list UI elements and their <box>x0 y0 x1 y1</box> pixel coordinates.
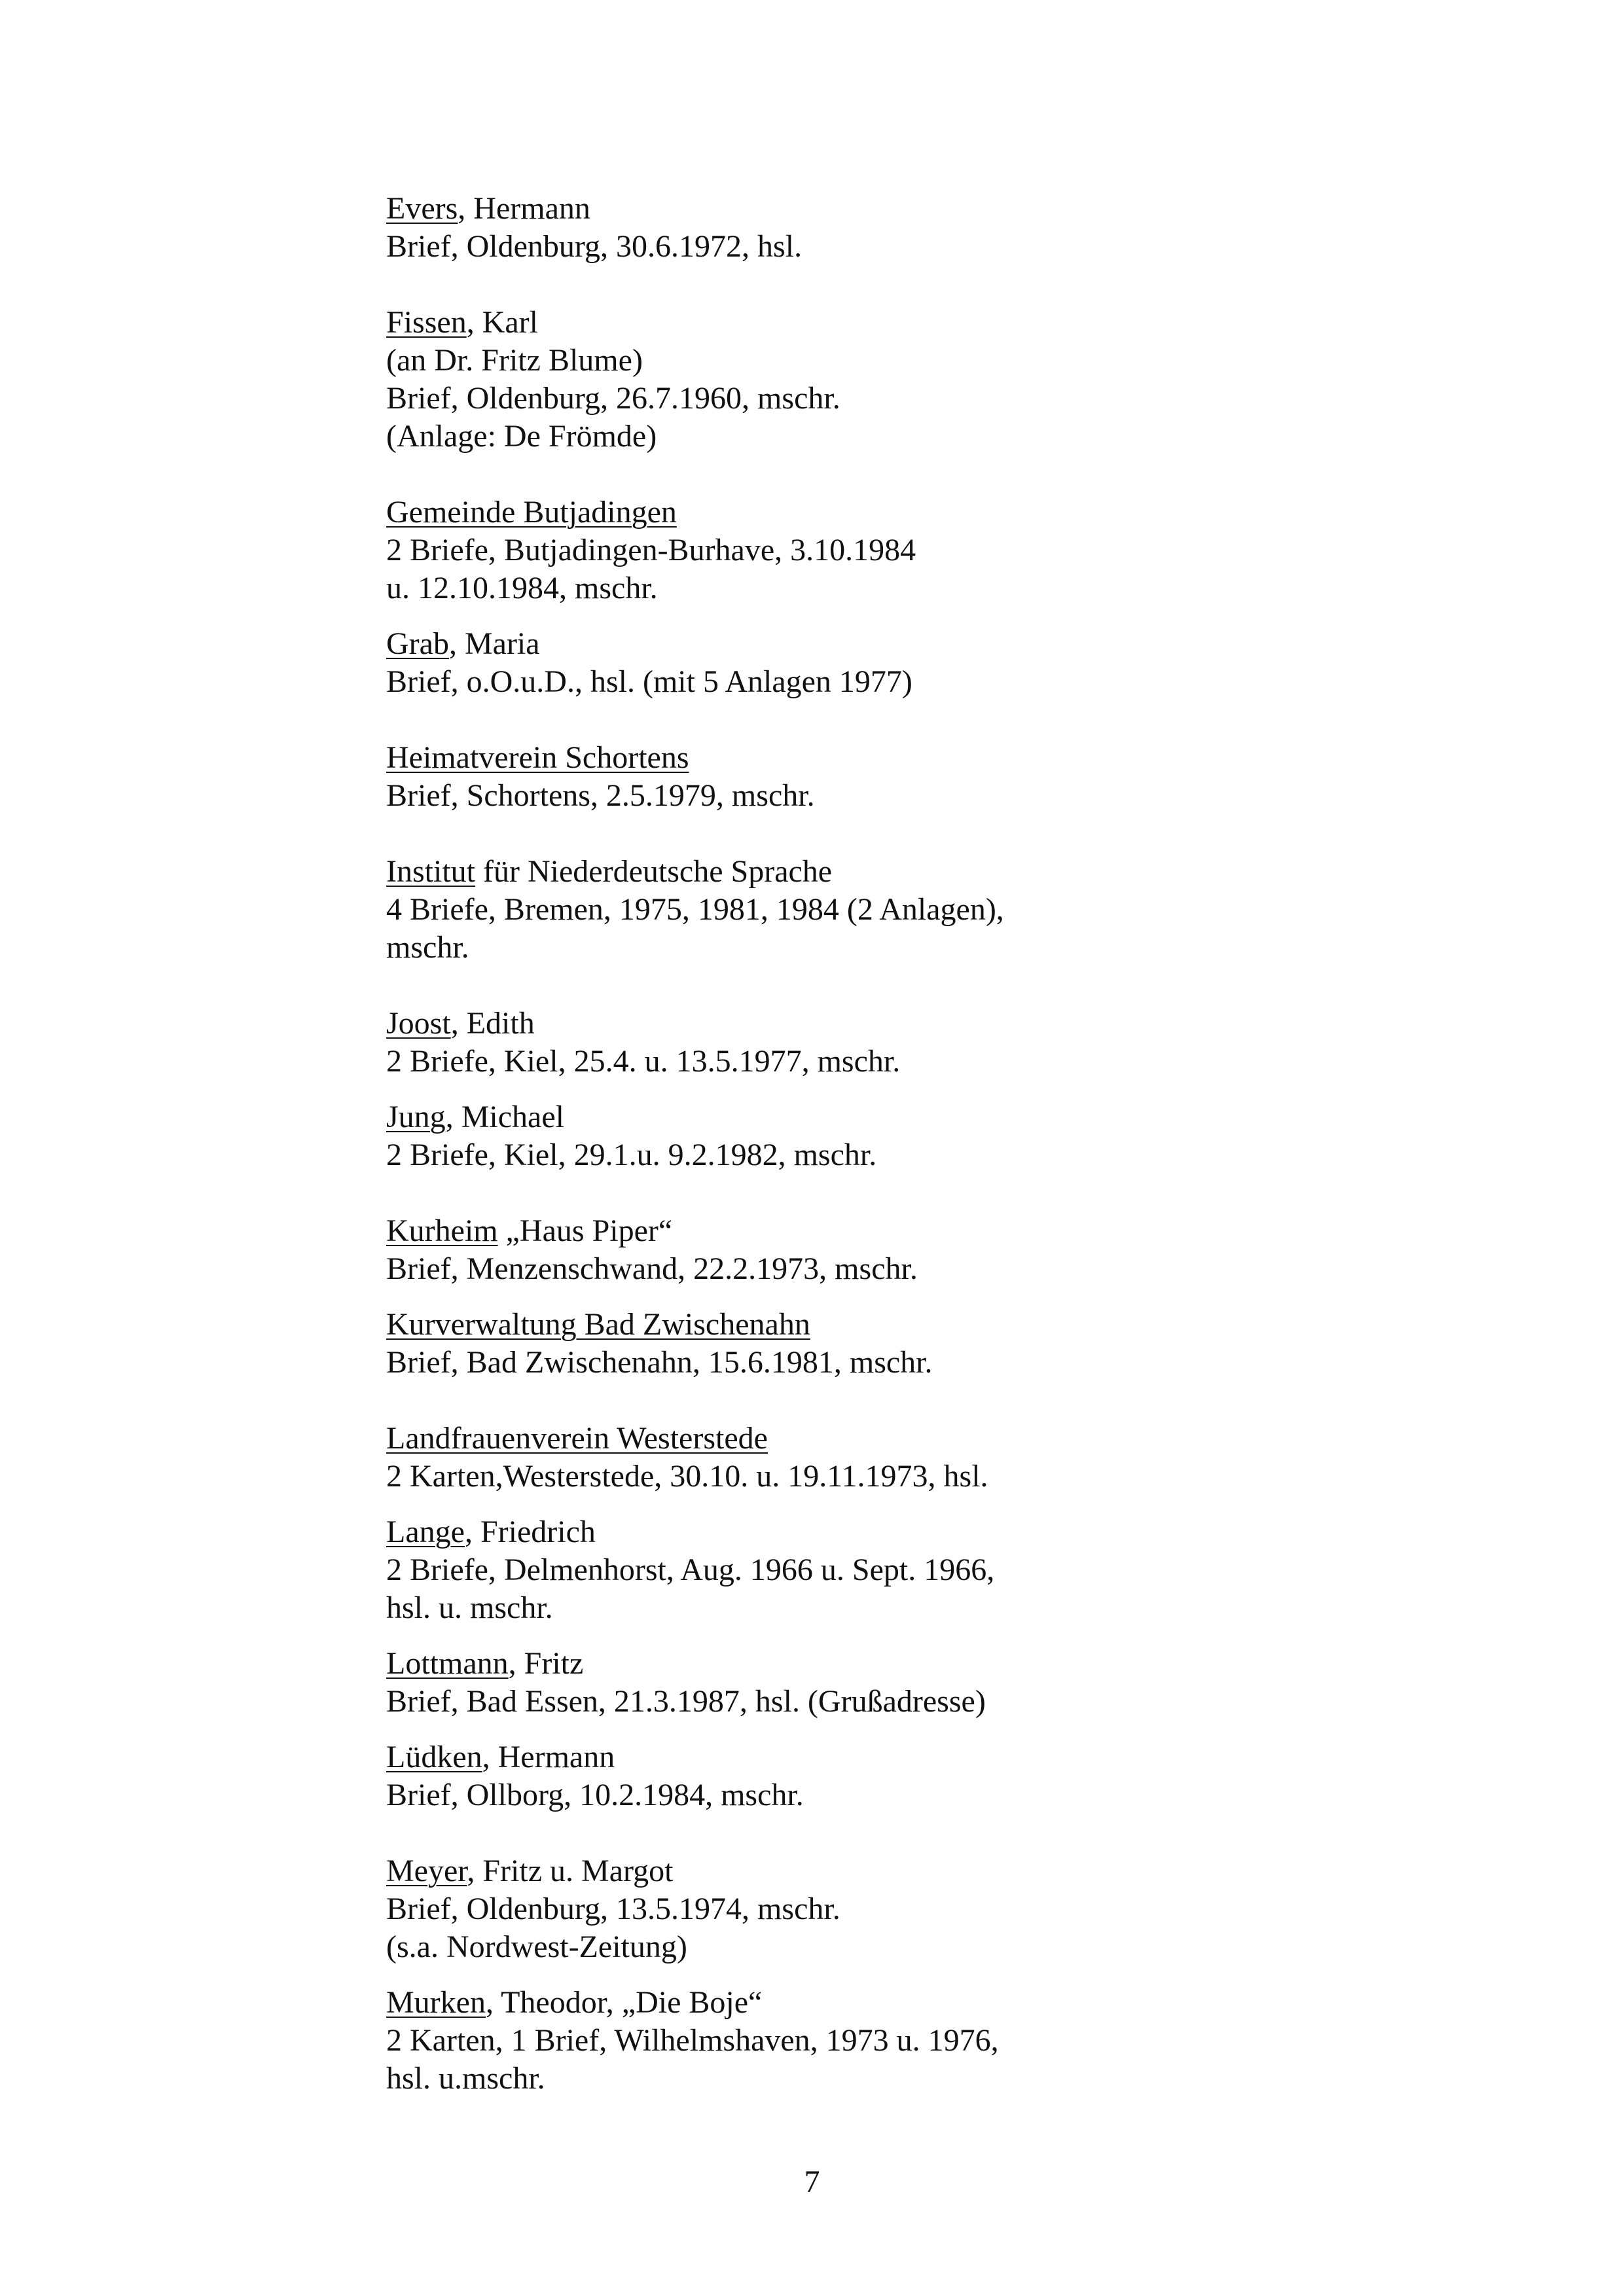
entry-heading <box>386 1852 1172 1890</box>
entry-name-underlined: Joost <box>386 1006 451 1041</box>
entry-detail-line: Brief, Schortens, 2.5.1979, mschr. <box>386 778 815 813</box>
entry-name-rest: , Maria <box>448 626 540 661</box>
entry-detail-line: (s.a. Nordwest-Zeitung) <box>386 1929 687 1964</box>
correspondence-entry <box>386 1513 1172 1627</box>
entry-detail-line: Brief, Bad Zwischenahn, 15.6.1981, mschr. <box>386 1345 933 1380</box>
entry-name-rest: für Niederdeutsche Sprache <box>475 854 833 889</box>
entry-heading <box>386 1306 1172 1344</box>
entry-name-underlined: Heimatverein Schortens <box>386 740 689 775</box>
entry-detail-line: 4 Briefe, Bremen, 1975, 1981, 1984 (2 Anlagen), <box>386 892 1004 927</box>
entry-name-rest: , Edith <box>450 1006 535 1041</box>
correspondence-entry <box>386 1005 1172 1081</box>
entry-heading <box>386 1212 1172 1250</box>
correspondence-entry <box>386 1306 1172 1382</box>
entry-heading <box>386 1098 1172 1136</box>
correspondence-entry <box>386 625 1172 701</box>
entry-heading <box>386 1513 1172 1551</box>
entry-detail-line: 2 Briefe, Butjadingen-Burhave, 3.10.1984 <box>386 533 916 567</box>
correspondence-entry <box>386 1738 1172 1814</box>
entry-name-underlined: Murken <box>386 1985 486 2020</box>
entry-heading <box>386 1005 1172 1043</box>
correspondence-entry <box>386 304 1172 456</box>
entry-detail-line: (Anlage: De Frömde) <box>386 419 657 454</box>
entry-detail-line: Brief, o.O.u.D., hsl. (mit 5 Anlagen 1977) <box>386 664 912 699</box>
correspondence-entry <box>386 190 1172 266</box>
entry-name-underlined: Evers <box>386 191 458 226</box>
entry-detail-line: 2 Karten,Westerstede, 30.10. u. 19.11.1973, hsl. <box>386 1459 988 1494</box>
correspondence-entry <box>386 739 1172 815</box>
entry-heading <box>386 1984 1172 2022</box>
entry-detail-line: u. 12.10.1984, mschr. <box>386 571 658 605</box>
entry-heading <box>386 739 1172 777</box>
entry-heading <box>386 1738 1172 1776</box>
entry-name-rest: , Fritz u. Margot <box>467 1854 674 1888</box>
entry-heading <box>386 190 1172 228</box>
entry-heading <box>386 1420 1172 1458</box>
entry-heading <box>386 304 1172 342</box>
entry-name-underlined: Lüdken <box>386 1740 482 1774</box>
entry-name-underlined: Fissen <box>386 305 467 340</box>
entry-detail-line: 2 Briefe, Kiel, 25.4. u. 13.5.1977, mschr. <box>386 1044 901 1079</box>
entry-name-underlined: Lottmann <box>386 1646 509 1681</box>
entry-heading <box>386 493 1172 531</box>
entry-detail-line: Brief, Oldenburg, 13.5.1974, mschr. <box>386 1892 840 1926</box>
entry-detail-line: Brief, Oldenburg, 30.6.1972, hsl. <box>386 229 803 264</box>
entry-name-underlined: Lange <box>386 1515 465 1549</box>
entry-detail-line: 2 Briefe, Kiel, 29.1.u. 9.2.1982, mschr. <box>386 1138 877 1172</box>
entry-detail-line: 2 Briefe, Delmenhorst, Aug. 1966 u. Sept. 1966, <box>386 1552 995 1587</box>
correspondence-entry <box>386 1852 1172 1966</box>
entry-heading <box>386 1645 1172 1683</box>
entry-detail-line: mschr. <box>386 930 469 965</box>
entry-name-underlined: Jung <box>386 1100 446 1134</box>
entry-detail-line: Brief, Menzenschwand, 22.2.1973, mschr. <box>386 1251 918 1286</box>
entry-detail-line: hsl. u. mschr. <box>386 1590 553 1625</box>
entry-name-rest: , Hermann <box>458 191 590 226</box>
correspondence-entry <box>386 1098 1172 1174</box>
entry-detail-line: Brief, Ollborg, 10.2.1984, mschr. <box>386 1778 804 1812</box>
entry-heading <box>386 853 1172 891</box>
correspondence-entry <box>386 1420 1172 1496</box>
correspondence-entry <box>386 1212 1172 1288</box>
correspondence-entry <box>386 1984 1172 2098</box>
entry-name-rest: „Haus Piper“ <box>497 1213 673 1248</box>
correspondence-entry <box>386 1645 1172 1721</box>
entry-name-rest: , Michael <box>445 1100 564 1134</box>
entry-detail-line: 2 Karten, 1 Brief, Wilhelmshaven, 1973 u. 1976, <box>386 2023 999 2058</box>
entry-name-rest: , Hermann <box>482 1740 615 1774</box>
correspondence-entry <box>386 493 1172 607</box>
entry-detail-line: (an Dr. Fritz Blume) <box>386 343 643 378</box>
entry-name-rest: , Friedrich <box>464 1515 596 1549</box>
page-number: 7 <box>804 2164 820 2199</box>
entry-name-underlined: Grab <box>386 626 449 661</box>
entry-name-rest: , Theodor, „Die Boje“ <box>485 1985 763 2020</box>
correspondence-list <box>386 190 1172 2098</box>
correspondence-entry <box>386 853 1172 967</box>
entry-name-underlined: Kurheim <box>386 1213 498 1248</box>
entry-name-underlined: Gemeinde Butjadingen <box>386 495 677 529</box>
entry-name-rest: , Karl <box>466 305 538 340</box>
entry-name-underlined: Meyer <box>386 1854 467 1888</box>
entry-heading <box>386 625 1172 663</box>
entry-name-underlined: Institut <box>386 854 476 889</box>
entry-name-underlined: Kurverwaltung Bad Zwischenahn <box>386 1307 810 1342</box>
entry-detail-line: Brief, Bad Essen, 21.3.1987, hsl. (Grußadresse) <box>386 1684 986 1719</box>
entry-name-underlined: Landfrauenverein Westerstede <box>386 1421 768 1456</box>
entry-detail-line: Brief, Oldenburg, 26.7.1960, mschr. <box>386 381 840 416</box>
entry-detail-line: hsl. u.mschr. <box>386 2061 545 2096</box>
entry-name-rest: , Fritz <box>508 1646 584 1681</box>
